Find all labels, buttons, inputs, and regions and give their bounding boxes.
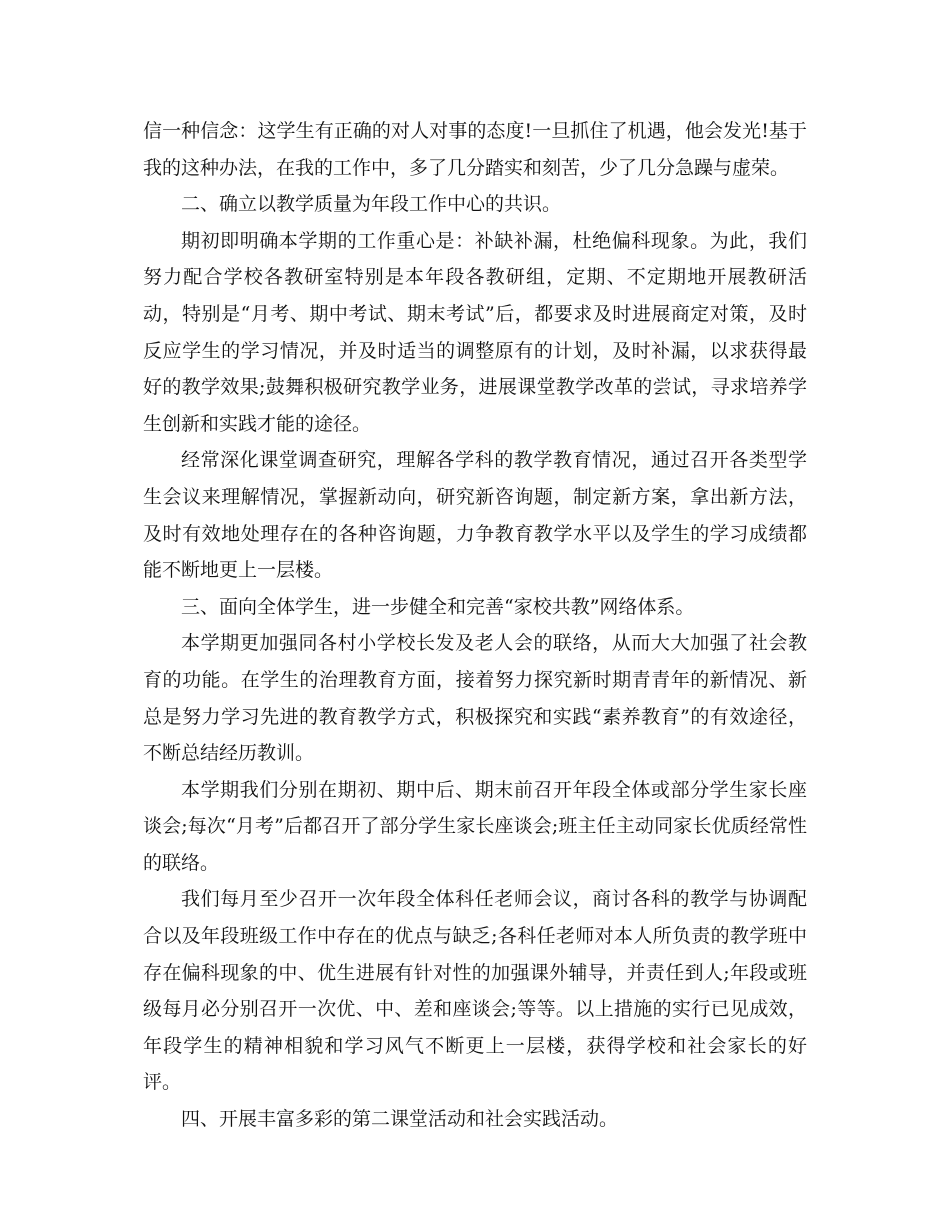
section-heading: 三、面向全体学生，进一步健全和完善“家校共教”网络体系。 (181, 595, 695, 618)
paragraph: 经常深化课堂调查研究，理解各学科的教学教育情况，通过召开各类型学生会议来理解情况，掌握新动向，研究新咨询题，制定新方案，拿出新方法，及时有效地处理存在的各种咨询题，力争教育教学水平以及学生的学习成绩都能不断地更上一层楼。 (143, 449, 807, 582)
paragraph: 信一种信念：这学生有正确的对人对事的态度!一旦抓住了机遇，他会发光!基于我的这种办法，在我的工作中，多了几分踏实和刻苦，少了几分急躁与虚荣。 (143, 120, 807, 179)
paragraph: 本学期我们分别在期初、期中后、期末前召开年段全体或部分学生家长座谈会;每次“月考”后都召开了部分学生家长座谈会;班主任主动同家长优质经常性的联络。 (143, 778, 807, 874)
paragraph: 我们每月至少召开一次年段全体科任老师会议，商讨各科的教学与协调配合以及年段班级工作中存在的优点与缺乏;各科任老师对本人所负责的教学班中存在偏科现象的中、优生进展有针对性的加强课外辅导，并责任到人;年段或班级每月必分别召开一次优、中、差和座谈会;等等。以上措施的实行已见成效，年段学生的精神相貌和学习风气不断更上一层楼，获得学校和社会家长的好评。 (143, 888, 807, 1094)
paragraph: 期初即明确本学期的工作重心是：补缺补漏，杜绝偏科现象。为此，我们努力配合学校各教研室特别是本年段各教研组，定期、不定期地开展教研活动，特别是“月考、期中考试、期末考试”后，都要求及时进展商定对策，及时反应学生的学习情况，并及时适当的调整原有的计划，及时补漏，以求获得最好的教学效果;鼓舞积极研究教学业务，进展课堂教学改革的尝试，寻求培养学生创新和实践才能的途径。 (143, 229, 807, 435)
section-heading: 四、开展丰富多彩的第二课堂活动和社会实践活动。 (181, 1108, 619, 1131)
paragraph: 本学期更加强同各村小学校长发及老人会的联络，从而大大加强了社会教育的功能。在学生的治理教育方面，接着努力探究新时期青青年的新情况、新总是努力学习先进的教育教学方式，积极探究和实践“素养教育”的有效途径，不断总结经历教训。 (143, 632, 807, 765)
section-heading: 二、确立以教学质量为年段工作中心的共识。 (181, 193, 562, 216)
document-body (143, 113, 807, 1138)
